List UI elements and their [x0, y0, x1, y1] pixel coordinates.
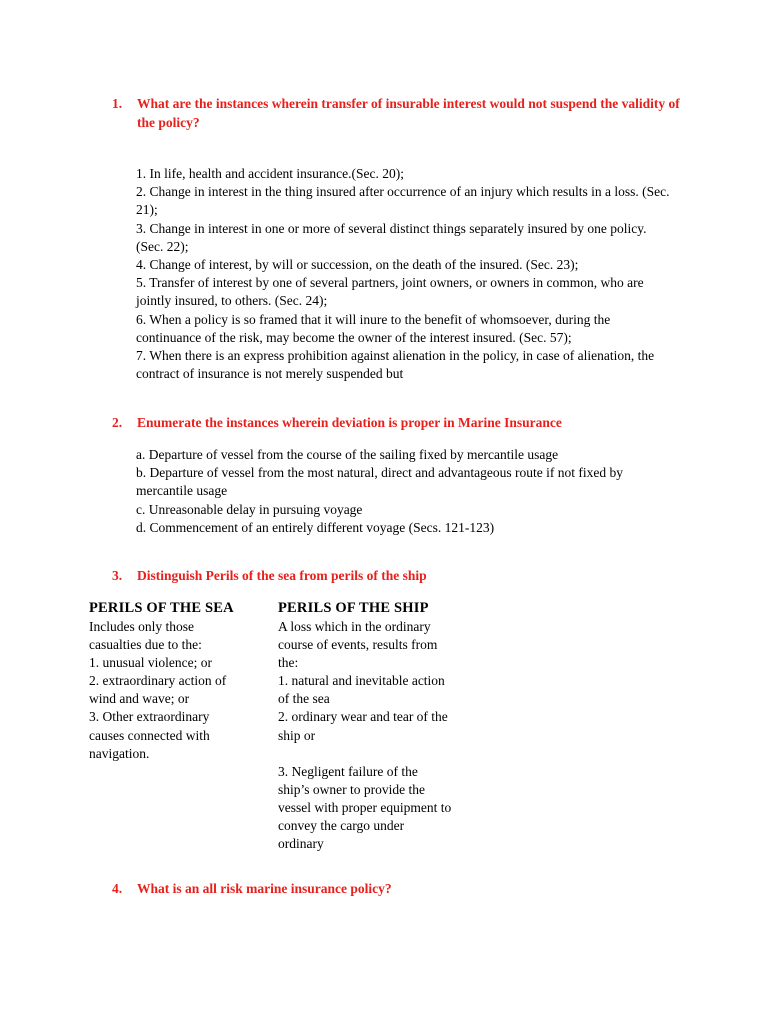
column-line: 3. Other extraordinary — [89, 709, 210, 725]
list-item: d. Commencement of an entirely different voyage (Secs. 121-123) — [136, 519, 495, 535]
question-text: What are the instances wherein transfer of insurable interest would not suspend the validity of the policy? — [137, 96, 680, 130]
column-line: ship or — [278, 727, 316, 743]
question-number: 3. — [112, 568, 123, 583]
question-number: 1. — [112, 96, 123, 111]
question-4 — [112, 879, 684, 898]
list-item: 3. Change in interest in one or more of several distinct things separately insured by one policy.(Sec. 22); — [136, 220, 647, 254]
list-item: 4. Change of interest, by will or succession, on the death of the insured. (Sec. 23); — [136, 257, 579, 273]
column-line: the: — [278, 655, 299, 671]
question-1 — [112, 94, 684, 132]
list-item: b. Departure of vessel from the most natural, direct and advantageous route if not fixed by mercantile usage — [136, 465, 623, 499]
column-line: of the sea — [278, 691, 330, 707]
question-text: Enumerate the instances wherein deviation is proper in Marine Insurance — [137, 415, 562, 430]
column-line: 2. ordinary wear and tear of the — [278, 709, 448, 725]
question-number: 2. — [112, 415, 123, 430]
column-line: navigation. — [89, 745, 150, 761]
question-text: Distinguish Perils of the sea from perils of the ship — [137, 568, 427, 583]
answer-list-2 — [136, 446, 671, 537]
column-line: 1. natural and inevitable action — [278, 673, 445, 689]
answer-list-1 — [136, 165, 671, 383]
column-line: course of events, results from — [278, 637, 438, 653]
column-line: convey the cargo under — [278, 817, 405, 833]
column-line: Includes only those — [89, 619, 194, 634]
list-item: 1. In life, health and accident insurance.(Sec. 20); — [136, 166, 405, 181]
column-heading: PERILS OF THE SHIP — [278, 600, 429, 616]
list-item: c. Unreasonable delay in pursuing voyage — [136, 501, 363, 517]
column-line: ordinary — [278, 836, 324, 852]
column-heading: PERILS OF THE SEA — [89, 600, 234, 616]
column-line: ship’s owner to provide the — [278, 781, 425, 797]
question-text: What is an all risk marine insurance policy? — [137, 881, 392, 896]
question-3 — [112, 566, 684, 585]
perils-of-the-sea-column — [89, 599, 264, 763]
perils-of-the-ship-column — [278, 599, 488, 853]
question-number: 4. — [112, 881, 123, 896]
column-line: A loss which in the ordinary — [278, 619, 431, 634]
column-line: 1. unusual violence; or — [89, 655, 212, 671]
column-line: causes connected with — [89, 727, 210, 743]
blank-line — [278, 745, 488, 763]
column-line: casualties due to the: — [89, 637, 202, 653]
question-2 — [112, 413, 684, 432]
list-item: a. Departure of vessel from the course of the sailing fixed by mercantile usage — [136, 447, 559, 462]
column-line: vessel with proper equipment to — [278, 799, 452, 815]
list-item: 2. Change in interest in the thing insured after occurrence of an injury which results in a loss. (Sec. 21); — [136, 184, 670, 218]
list-item: 6. When a policy is so framed that it will inure to the benefit of whomsoever, during the continuance of the risk, may become the owner of the interest insured. (Sec. 57); — [136, 311, 611, 345]
column-line: 2. extraordinary action of — [89, 673, 227, 689]
list-item: 5. Transfer of interest by one of several partners, joint owners, or owners in common, who are jointly insured, to others. (Sec. 24); — [136, 275, 644, 309]
list-item: 7. When there is an express prohibition against alienation in the policy, in case of alienation, the contract of insurance is not merely suspended but — [136, 348, 655, 382]
column-line: 3. Negligent failure of the — [278, 763, 418, 779]
column-line: wind and wave; or — [89, 691, 190, 707]
